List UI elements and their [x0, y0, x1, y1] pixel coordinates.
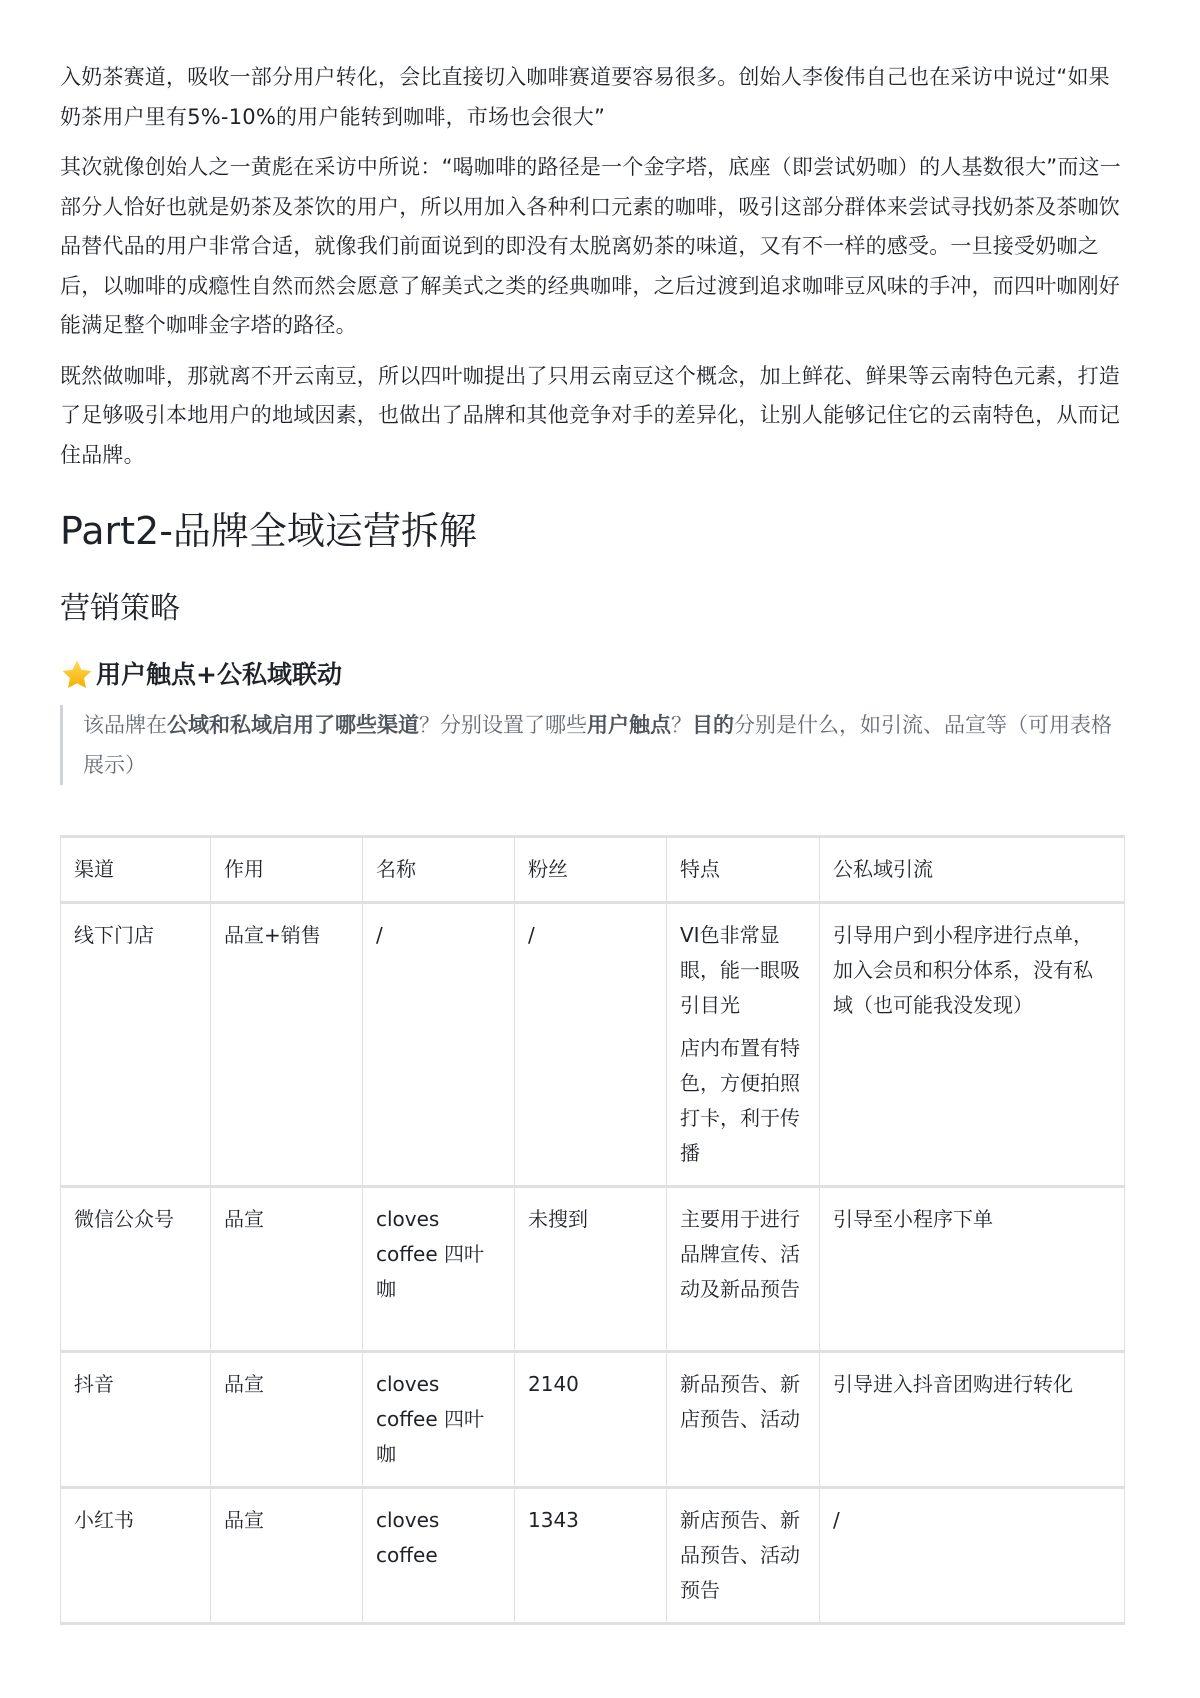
- cell-channel: 小红书: [61, 1488, 211, 1624]
- feature-item: 店内布置有特色，方便拍照打卡，利于传播: [680, 1036, 800, 1165]
- cell-role: 品宣: [211, 1352, 363, 1488]
- column-header-traffic: 公私域引流: [820, 837, 1125, 903]
- cell-fans: 未搜到: [515, 1187, 667, 1352]
- heading-touchpoints: [60, 655, 1124, 695]
- cell-fans: /: [515, 903, 667, 1187]
- blockquote-instructions: [60, 705, 1124, 785]
- column-header-channel: 渠道: [61, 837, 211, 903]
- quote-text: ？分别设置了哪些: [419, 713, 587, 737]
- cell-name: /: [363, 903, 515, 1187]
- quote-bold-text: 目的: [692, 713, 734, 737]
- cell-role: 品宣: [211, 1187, 363, 1352]
- cell-traffic: 引导用户到小程序进行点单，加入会员和积分体系，没有私域（也可能我没发现）: [820, 903, 1125, 1187]
- cell-fans: 2140: [515, 1352, 667, 1488]
- cell-traffic: 引导进入抖音团购进行转化: [820, 1352, 1125, 1488]
- cell-features: [667, 1352, 820, 1488]
- cell-features: [667, 903, 820, 1187]
- channels-table: [60, 835, 1125, 1625]
- cell-role: 品宣: [211, 1488, 363, 1624]
- paragraph: 其次就像创始人之一黄彪在采访中所说：“喝咖啡的路径是一个金字塔，底座（即尝试奶咖）的人基数很大”而这一部分人恰好也就是奶茶及茶饮的用户，所以用加入各种利口元素的咖啡，吸引这部分群体来尝试寻找奶茶及茶咖饮品替代品的用户非常合适，就像我们前面说到的即没有太脱离奶茶的味道，又有不一样的感受。一旦接受奶咖之后，以咖啡的成瘾性自然而然会愿意了解美式之类的经典咖啡，之后过渡到追求咖啡豆风味的手冲，而四叶咖刚好能满足整个咖啡金字塔的路径。: [60, 155, 1121, 337]
- heading-touchpoints-text: 用户触点+公私域联动: [96, 660, 342, 689]
- quote-bold-text: 用户触点: [587, 713, 671, 737]
- column-header-features: 特点: [667, 837, 820, 903]
- table-header-row: [61, 837, 1125, 903]
- cell-traffic: 引导至小程序下单: [820, 1187, 1125, 1352]
- column-header-role: 作用: [211, 837, 363, 903]
- cell-features: [667, 1187, 820, 1352]
- table-row: [61, 903, 1125, 1187]
- column-header-fans: 粉丝: [515, 837, 667, 903]
- quote-text: ？: [671, 713, 692, 737]
- cell-name: cloves coffee 四叶咖: [363, 1352, 515, 1488]
- feature-item: VI色非常显眼，能一眼吸引目光: [680, 923, 800, 1017]
- document-page: [60, 58, 1124, 1625]
- subheading-marketing-strategy: 营销策略: [60, 591, 180, 626]
- quote-text: 该品牌在: [83, 713, 167, 737]
- cell-channel: 微信公众号: [61, 1187, 211, 1352]
- cell-features: [667, 1488, 820, 1624]
- cell-traffic: /: [820, 1488, 1125, 1624]
- star-icon: [60, 658, 94, 692]
- cell-name: cloves coffee 四叶咖: [363, 1187, 515, 1352]
- paragraph: 既然做咖啡，那就离不开云南豆，所以四叶咖提出了只用云南豆这个概念，加上鲜花、鲜果等云南特色元素，打造了足够吸引本地用户的地域因素，也做出了品牌和其他竞争对手的差异化，让别人能够记住它的云南特色，从而记住品牌。: [60, 363, 1120, 467]
- quote-text: 分别是什么，如引流、品宣等（可用表格展示）: [83, 713, 1112, 777]
- cell-channel: 抖音: [61, 1352, 211, 1488]
- cell-role: 品宣+销售: [211, 903, 363, 1187]
- cell-fans: 1343: [515, 1488, 667, 1624]
- feature-item: 新店预告、新品预告、活动预告: [680, 1508, 800, 1602]
- cell-name: cloves coffee: [363, 1488, 515, 1624]
- cell-channel: 线下门店: [61, 903, 211, 1187]
- table-row: [61, 1187, 1125, 1352]
- column-header-name: 名称: [363, 837, 515, 903]
- table-row: [61, 1352, 1125, 1488]
- table-row: [61, 1488, 1125, 1624]
- section-heading-part2: Part2-品牌全域运营拆解: [60, 509, 477, 553]
- feature-item: 新品预告、新店预告、活动: [680, 1372, 800, 1431]
- feature-item: 主要用于进行品牌宣传、活动及新品预告: [680, 1207, 800, 1301]
- quote-bold-text: 公域和私域启用了哪些渠道: [167, 713, 419, 737]
- paragraph: 入奶茶赛道，吸收一部分用户转化，会比直接切入咖啡赛道要容易很多。创始人李俊伟自己也在采访中说过“如果奶茶用户里有5%-10%的用户能转到咖啡，市场也会很大”: [60, 65, 1110, 129]
